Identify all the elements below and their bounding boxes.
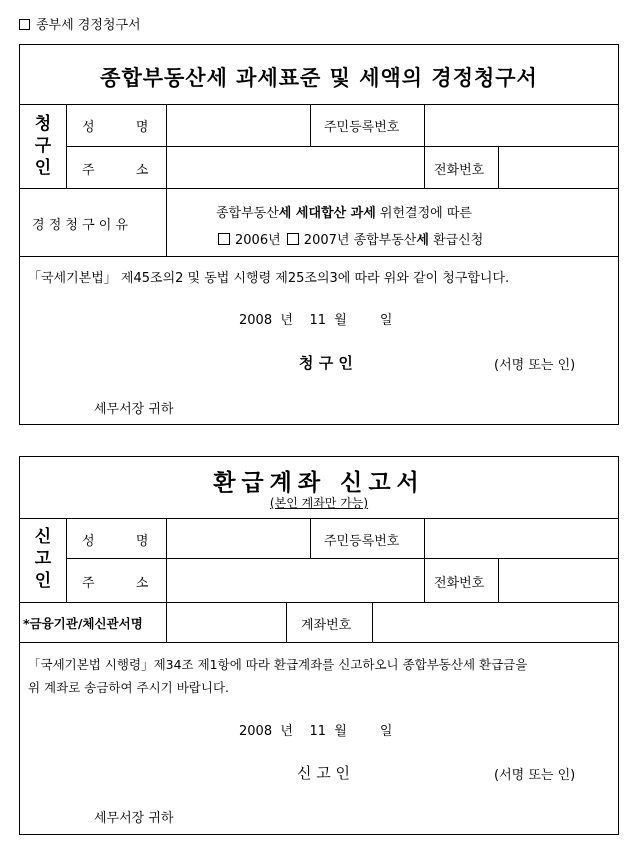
date-year-unit: 년 [280, 724, 293, 739]
request-date [239, 309, 392, 328]
statement-line2: 위 계좌로 송금하여 주시기 바랍니다. [28, 680, 229, 695]
reason-text: 환급신청 [428, 233, 484, 248]
reason-line2 [216, 229, 483, 248]
divider [66, 518, 67, 602]
reason-label: 경 정 청 구 이 유 [32, 218, 129, 233]
reason-text: 위헌결정에 따른 [375, 206, 472, 221]
form2-title: 환급계좌 신고서 [213, 470, 425, 496]
document-label [19, 14, 141, 33]
date-month: 11 [309, 724, 326, 739]
phone-field[interactable] [499, 559, 617, 601]
divider [20, 256, 618, 257]
declarant-side-label [20, 526, 66, 592]
checkbox-icon [19, 19, 30, 30]
address-field[interactable] [167, 147, 423, 187]
divider [310, 104, 311, 146]
reason-text-bold: 세 [416, 233, 429, 248]
date-day-unit: 일 [379, 724, 393, 739]
checkbox-2007[interactable] [287, 233, 299, 245]
addressee: 세무서장 귀하 [94, 811, 174, 826]
reason-line1 [216, 202, 472, 221]
date-day-unit: 일 [379, 313, 393, 328]
address-field[interactable] [167, 559, 423, 601]
date-year: 2008 [239, 724, 273, 739]
side-char: 청 [34, 114, 52, 134]
account-field[interactable] [373, 603, 617, 641]
name-label: 성 명 [82, 534, 149, 549]
report-date [239, 720, 392, 739]
address-label: 주 소 [82, 576, 149, 591]
side-char: 신 [34, 527, 52, 547]
divider [166, 188, 167, 256]
form2-subtitle [20, 494, 618, 511]
rrn-label: 주민등록번호 [324, 534, 400, 549]
checkbox-2006[interactable] [218, 233, 230, 245]
option-2006-label: 2006년 [235, 233, 281, 248]
account-label: 계좌번호 [301, 618, 352, 633]
side-char: 구 [34, 136, 52, 156]
bank-label: *금융기관/체신관서명 [23, 616, 143, 631]
address-label: 주 소 [82, 163, 149, 178]
applicant-label: 청 구 인 [299, 354, 353, 372]
rrn-field[interactable] [425, 105, 617, 145]
document-label-text: 종부세 경정청구서 [36, 18, 141, 33]
divider [20, 642, 618, 643]
reason-text: 종합부동산 [216, 206, 279, 221]
divider [310, 518, 311, 558]
applicant-side-label [20, 113, 66, 179]
rrn-field[interactable] [425, 519, 617, 557]
name-field[interactable] [167, 105, 309, 145]
date-month-unit: 월 [334, 724, 347, 739]
rrn-label: 주민등록번호 [324, 120, 400, 135]
signature-label: (서명 또는 인) [494, 358, 576, 373]
addressee: 세무서장 귀하 [94, 402, 174, 417]
reason-text-bold: 세 세대합산 과세 [278, 206, 376, 221]
date-year-unit: 년 [280, 313, 293, 328]
side-char: 인 [34, 158, 52, 178]
phone-label: 전화번호 [434, 576, 485, 591]
name-field[interactable] [167, 519, 309, 557]
name-label: 성 명 [82, 120, 149, 135]
form1-title: 종합부동산세 과세표준 및 세액의 경정청구서 [100, 66, 538, 90]
side-char: 고 [34, 549, 52, 569]
phone-field[interactable] [499, 147, 617, 187]
declarant-label: 신 고 인 [297, 764, 351, 782]
refund-account-form [19, 456, 619, 835]
date-month-unit: 월 [334, 313, 347, 328]
option-2007-label: 2007년 종합부동산 [303, 233, 417, 248]
date-month: 11 [309, 313, 326, 328]
divider [20, 188, 618, 189]
side-char: 인 [34, 571, 52, 591]
bank-field[interactable] [167, 603, 285, 641]
statement-line1: 「국세기본법 시행령」제34조 제1항에 따라 환급계좌를 신고하오니 종합부동산세 환급금을 [28, 657, 528, 672]
phone-label: 전화번호 [434, 163, 485, 178]
signature-label: (서명 또는 인) [494, 768, 576, 783]
request-statement: 「국세기본법」 제45조의2 및 동법 시행령 제25조의3에 따라 위와 같이 청구합니다. [28, 271, 510, 286]
form2-subtitle-text: (본인 계좌만 가능) [269, 496, 369, 510]
divider [286, 602, 287, 642]
rectification-request-form [19, 44, 619, 425]
date-year: 2008 [239, 313, 273, 328]
divider [66, 104, 67, 188]
